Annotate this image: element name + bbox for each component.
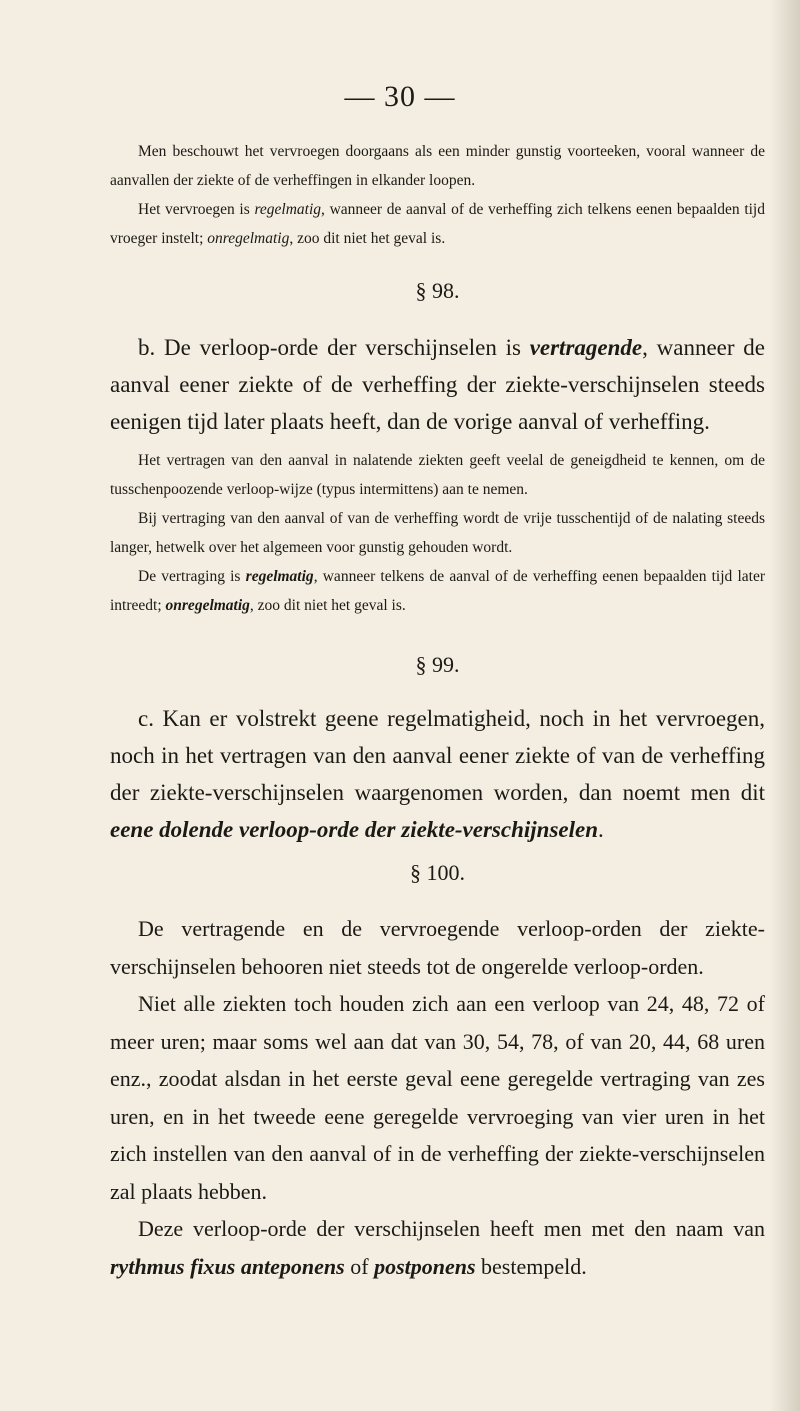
paragraph-vertragen-group [110,446,765,620]
paragraph-vertragen-nalatende: Het vertragen van den aanval in nalatende ziekten geeft veelal de geneigdheid te kennen, om de tusschenpoozende verloop-wijze (typus intermittens) aan te nemen. [110,452,765,498]
paragraph-intro [110,137,765,253]
page-number-header: — 30 — [344,80,456,113]
paragraph-vertraging-tusschentijd: Bij vertraging van den aanval of van de verheffing wordt de vrije tusschentijd of de nalating steeds langer, hetwelk over het algemeen voor gunstig gehouden wordt. [110,510,765,556]
paragraph-rythmus: Deze verloop-orde der verschijnselen heeft men met den naam van rythmus fixus anteponens of postponens bestempeld. [110,1216,765,1279]
paragraph-vervroegen-regelmatig: Het vervroegen is regelmatig, wanneer de aanval of de verheffing zich telkens eenen bepaalden tijd vroeger instelt; onregelmatig, zoo dit niet het geval is. [110,201,765,247]
paragraph-vervroegen-gunstig: Men beschouwt het vervroegen doorgaans als een minder gunstig voorteeken, vooral wanneer de aanvallen der ziekte of de verheffingen in elkander loopen. [110,143,765,189]
page-edge-shadow [770,0,800,1411]
paragraph-vertraging-regelmatig: De vertraging is regelmatig, wanneer telkens de aanval of de verheffing eenen bepaalden tijd later intreedt; onregelmatig, zoo dit niet het geval is. [110,568,766,614]
paragraph-geregelde-orden: De vertragende en de vervroegende verloop-orden der ziekte-verschijnselen behooren niet steeds tot de ongerelde verloop-orden. [110,916,765,979]
paragraph-vertragende: b. De verloop-orde der verschijnselen is vertragende, wanneer de aanval eener ziekte of de verheffing der ziekte-verschijnselen steeds eenigen tijd later plaats heeft, dan de vorige aanval of verheffing. [110,335,765,434]
section-heading-99: § 99. [415,652,460,677]
paragraph-dolende: c. Kan er volstrekt geene regelmatigheid, noch in het vervroegen, noch in het vertragen van den aanval eener ziekte of van de verheffing der ziekte-verschijnselen waargenomen worden, dan noemt men dit eene dolende verloop-orde der ziekte-verschijnselen. [110,706,765,842]
section-heading-98: § 98. [415,278,460,303]
paragraph-uren-verloop: Niet alle ziekten toch houden zich aan een verloop van 24, 48, 72 of meer uren; maar soms wel aan dat van 30, 54, 78, of van 20, 44, 68 uren enz., zoodat alsdan in het eerste geval eene geregelde vertraging van zes uren, en in het tweede eene geregelde vervroeging van vier uren in het zich instellen van den aanval of in de verheffing der ziekte-verschijnselen zal plaats hebben. [110,991,765,1204]
paragraph-group-100 [110,910,765,1285]
section-heading-100: § 100. [410,860,465,885]
